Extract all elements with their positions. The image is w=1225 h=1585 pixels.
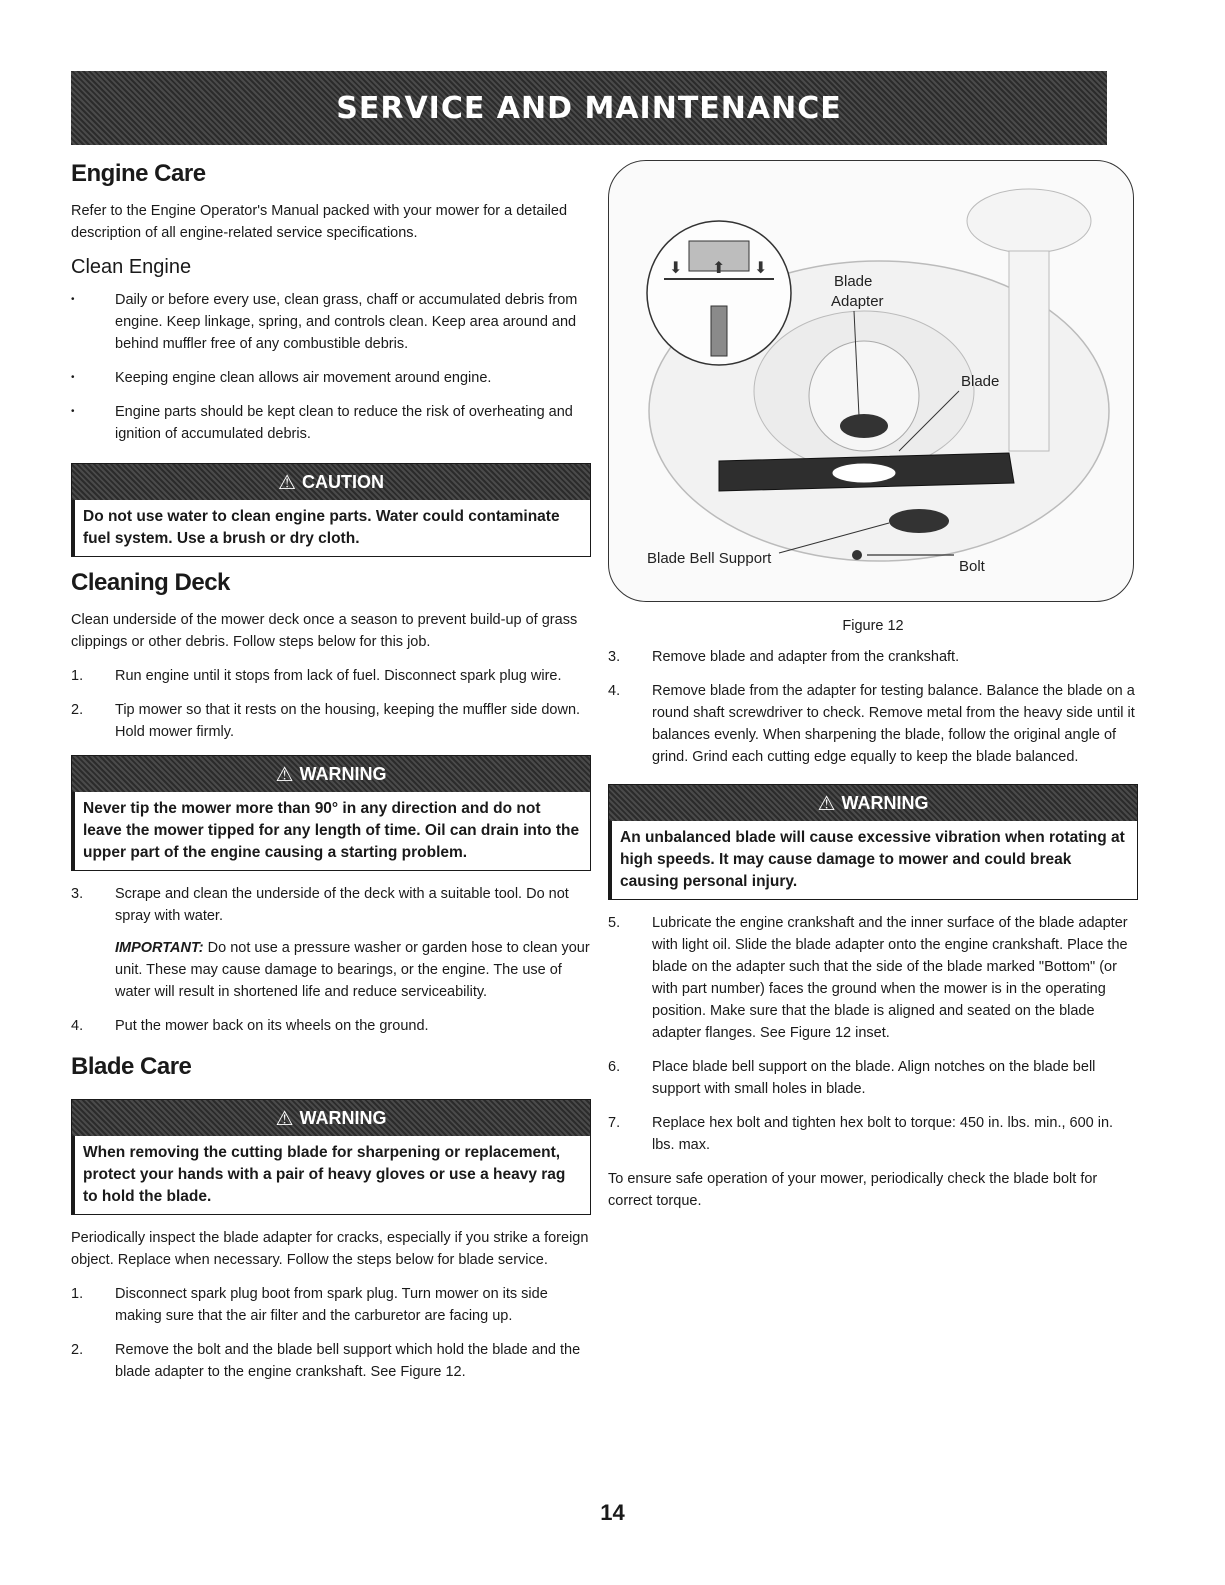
list-item [71,1283,591,1327]
engine-care-heading: Engine Care [71,160,206,187]
step-text: Remove the bolt and the blade bell support which hold the blade and the blade adapter to the engine crankshaft. See Figure 12. [115,1342,581,1380]
step-number: 4. [608,683,621,699]
step-number: 1. [71,668,84,684]
warning-label: WARNING [841,792,929,813]
important-note [115,937,591,1003]
bullet-mark: • [71,372,75,383]
bullet-text: Daily or before every use, clean grass, chaff or accumulated debris from engine. Keep linkage, spring, and controls clean. Keep area around and behind muffler free of any combustible debris. [115,292,578,352]
step-number: 4. [71,1018,84,1034]
step-3-text: Scrape and clean the underside of the deck with a suitable tool. Do not spray with water. [115,886,569,924]
step-number: 3. [71,886,84,902]
wheel-housing [967,189,1091,253]
step-number: 5. [608,915,621,931]
step-text: Remove blade and adapter from the crankshaft. [652,649,960,665]
step-text [115,883,591,1003]
warning-label: WARNING [299,1107,387,1128]
step-text: Lubricate the engine crankshaft and the inner surface of the blade adapter with light oil. Slide the blade adapter onto the engine crankshaft. Place the blade on the adapter such that the side of the blade marked "Bottom" (or with part number) faces the ground when the mower is in the operating position. Make sure that the blade is aligned and seated on the blade adapter flanges. See Figure 12 inset. [652,915,1128,1041]
step-number: 3. [608,649,621,665]
blade-care-heading: Blade Care [71,1053,192,1080]
list-item [608,680,1138,768]
figure-12-illustration [608,160,1134,602]
bullet-text: Engine parts should be kept clean to reduce the risk of overheating and ignition of accumulated debris. [115,404,573,442]
list-item [71,1015,591,1037]
figure-caption: Figure 12 [842,618,904,634]
step-number: 7. [608,1115,621,1131]
label-adapter: Adapter [831,293,884,310]
warning-triangle-icon: ⚠ [817,792,836,815]
label-blade-right: Blade [961,373,1000,390]
step-text: Run engine until it stops from lack of fuel. Disconnect spark plug wire. [115,668,562,684]
wheel-post [1009,251,1049,451]
list-item [608,1112,1138,1156]
step-number: 1. [71,1286,84,1302]
caution-label: CAUTION [301,471,384,492]
arrow-up-icon: ⬆ [712,260,726,277]
list-item [71,665,591,687]
label-bolt: Bolt [959,558,985,575]
list-item [71,699,591,743]
blade-adapter-part [840,414,888,438]
page-number: 14 [600,1500,625,1525]
warning-triangle-icon: ⚠ [275,763,294,786]
warning-header [609,785,1137,821]
section-title: SERVICE AND MAINTENANCE [336,90,842,126]
step-text: Disconnect spark plug boot from spark plug. Turn mower on its side making sure that the air filter and the carburetor are facing up. [115,1286,548,1324]
step-number: 2. [71,1342,84,1358]
caution-box [71,463,591,557]
step-text: Replace hex bolt and tighten hex bolt to torque: 450 in. lbs. min., 600 in. lbs. max. [652,1115,1114,1153]
warning-box [71,1099,591,1215]
caution-text: Do not use water to clean engine parts. Water could contaminate fuel system. Use a brush or dry cloth. [72,500,590,556]
important-text: Do not use a pressure washer or garden hose to clean your unit. These may cause damage to bearings, or the engine. The use of water will result in shortened life and reduce serviceability. [115,940,590,1000]
list-item [71,289,591,355]
label-blade-bell-support: Blade Bell Support [647,550,772,567]
step-text: Place blade bell support on the blade. Align notches on the blade bell support with small holes in blade. [652,1059,1096,1097]
warning-box [71,755,591,871]
bolt-part [852,550,862,560]
bullet-mark: • [71,406,75,417]
arrow-down-icon: ⬇ [754,260,768,277]
list-item [71,401,591,445]
closing-note: To ensure safe operation of your mower, periodically check the blade bolt for correct torque. [608,1171,1098,1209]
warning-label: WARNING [299,763,387,784]
step-text: Remove blade from the adapter for testing balance. Balance the blade on a round shaft screwdriver to check. Remove metal from the heavy side until it balances evenly. When sharpening the blade, follow the original angle of grind. Grind each cutting edge equally to keep the blade balanced. [652,683,1135,765]
list-item [608,646,1138,668]
step-number: 6. [608,1059,621,1075]
blade-assembly-diagram [609,161,1133,601]
warning-triangle-icon: ⚠ [278,471,296,494]
bullet-text: Keeping engine clean allows air movement around engine. [115,370,492,386]
warning-header [72,1100,590,1136]
important-label: IMPORTANT: [115,940,204,956]
engine-care-intro: Refer to the Engine Operator's Manual packed with your mower for a detailed description of all engine-related service specifications. [71,203,568,241]
right-column [608,160,1138,1224]
blade-care-intro: Periodically inspect the blade adapter for cracks, especially if you strike a foreign object. Replace when necessary. Follow the steps below for blade service. [71,1230,589,1268]
label-blade: Blade [834,273,873,290]
clean-engine-heading: Clean Engine [71,256,192,278]
bullet-mark: • [71,294,75,305]
inset-bolt [711,306,727,356]
warning-text: Never tip the mower more than 90° in any direction and do not leave the mower tipped for any length of time. Oil can drain into the upper part of the engine causing a starting problem. [72,792,590,870]
cleaning-deck-intro: Clean underside of the mower deck once a season to prevent build-up of grass clippings or other debris. Follow steps below for this job. [71,612,578,650]
list-item [71,883,591,1003]
blade-bell-support-part [889,509,949,533]
list-item [608,1056,1138,1100]
cleaning-deck-heading: Cleaning Deck [71,569,230,596]
warning-triangle-icon: ⚠ [275,1107,294,1130]
caution-header [72,464,590,500]
list-item [71,1339,591,1383]
warning-header [72,756,590,792]
warning-text: An unbalanced blade will cause excessive vibration when rotating at high speeds. It may cause damage to mower and could break causing personal injury. [609,821,1137,899]
warning-box [608,784,1138,900]
list-item [71,367,591,389]
step-text: Tip mower so that it rests on the housing, keeping the muffler side down. Hold mower firmly. [115,702,581,740]
arrow-down-icon: ⬇ [669,260,683,277]
warning-text: When removing the cutting blade for sharpening or replacement, protect your hands with a pair of heavy gloves or use a heavy rag to hold the blade. [72,1136,590,1214]
step-text: Put the mower back on its wheels on the ground. [115,1018,429,1034]
blade-center-hole [832,463,896,483]
list-item [608,912,1138,1044]
section-banner [71,71,1107,145]
step-number: 2. [71,702,84,718]
left-column [71,160,591,1395]
